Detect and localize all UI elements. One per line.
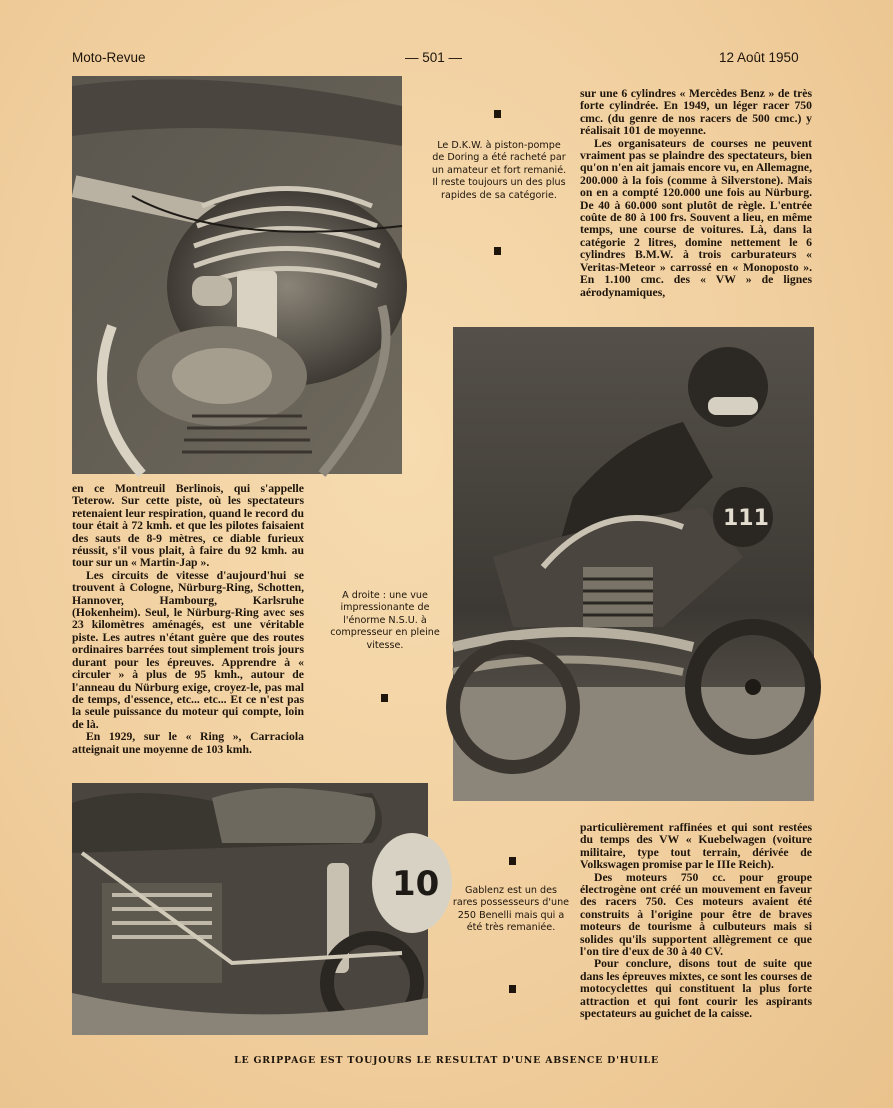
race-number: 111 [723,506,769,531]
caption-bullet [494,247,501,255]
paragraph: En 1929, sur le « Ring », Carraciola atteignait une moyenne de 103 kmh. [72,730,304,756]
right-column-bottom-text [580,822,812,1021]
caption-bullet [509,985,516,993]
benelli-illustration [72,783,440,1035]
paragraph: Pour conclure, disons tout de suite que dans les épreuves mixtes, ce sont les courses de motocyclettes qui constituent la plus forte attraction et qui font courir les aspirants spectateurs au guichet de la caisse. [580,957,812,1021]
paragraph: sur une 6 cylindres « Mercèdes Benz » de très forte cylindrée. En 1949, un léger racer 750 cmc. (du genre de nos racers de 500 cmc.) y réalisait 101 de moyenne. [580,87,812,138]
magazine-title: Moto-Revue [72,50,146,65]
dkw-caption: Le D.K.W. à piston-pompe de Doring a été racheté par un amateur et fort remanié. Il reste toujours un des plus rapides de sa catégorie. [431,140,567,201]
paragraph: en ce Montreuil Berlinois, qui s'appelle Teterow. Sur cette piste, où les spectateurs retenaient leur respiration, quand le record du tour était à 72 kmh. et que les pilotes faisaient des sauts de 8-9 mètres, ce diable furieux réussit, s'il vous plait, à faire du 92 kmh. au tour sur un « Martin-Jap ». [72,482,304,570]
paragraph: Les circuits de vitesse d'aujourd'hui se trouvent à Cologne, Nürburg-Ring, Schotten, Hannover, Hambourg, Karlsruhe (Hokenheim). Seul, le Nürburg-Ring avec ses 23 kilomètres aménagés, est une véritable piste. Les autres n'étant guère que des routes ordinaires barrées tout simplement trois jours durant pour les épreuves. Apprendre à « circuler » à plus de 95 kmh., autour de l'anneau du Nürburg exige, croyez-le, pas mal de temps, d'essence, etc... etc... Et ce n'est pas la seule puissance du moteur qui compte, loin de là. [72,568,304,731]
issue-date: 12 Août 1950 [719,50,799,65]
paragraph: particulièrement raffinées et qui sont restées du temps des VW « Kuebelwagen (voiture militaire, type tout terrain, dérivée de Volkswagen promise par le IIIe Reich). [580,821,812,872]
caption-bullet [381,694,388,702]
race-number: 10 [392,864,440,904]
benelli-photo [72,783,440,1035]
caption-bullet [494,110,501,118]
left-column-text [72,483,304,756]
caption-bullet [509,857,516,865]
paragraph: Les organisateurs de courses ne peuvent vraiment pas se plaindre des spectateurs, bien qu'on n'en ait jamais encore vu, en Allemagne, 200.000 à la fois (comme à Silverstone). Mais on en a compté 120.000 une fois au Nürburg. De 40 à 60.000 sont plutôt de règle. L'entrée coûte de 80 à 100 frs. Souvent a lieu, en même temps, une course de voitures. Là, dans la catégorie 2 litres, domine nettement le 6 cylindres B.M.W. à trois carburateurs « Veritas-Meteor » carrossé en « Monoposto ». En 1.100 cmc. des « VW » de lignes aérodynamiques, [580,136,812,299]
paragraph: Des moteurs 750 cc. pour groupe électrogène ont créé un mouvement en faveur des racers 750. Ces moteurs avaient été construits à l'origine pour être de braves moteurs de tourisme à culbuteurs mais si solides qu'ils supportent allègrement ce que l'on tire d'eux de 30 à 40 CV. [580,870,812,959]
right-column-top-text [580,88,812,299]
benelli-caption: Gablenz est un des rares possesseurs d'une 250 Benelli mais qui a été très remaniée. [452,885,570,934]
nsu-caption: A droite : une vue impressionante de l'énorme N.S.U. à compresseur en pleine vitesse. [330,590,440,651]
nsu-racer-photo [453,327,814,801]
footer-slogan: LE GRIPPAGE EST TOUJOURS LE RESULTAT D'UNE ABSENCE D'HUILE [234,1055,659,1066]
nsu-racer-illustration [453,327,814,801]
dkw-engine-illustration [72,76,402,474]
page-number: — 501 — [405,50,463,65]
dkw-engine-photo [72,76,402,474]
